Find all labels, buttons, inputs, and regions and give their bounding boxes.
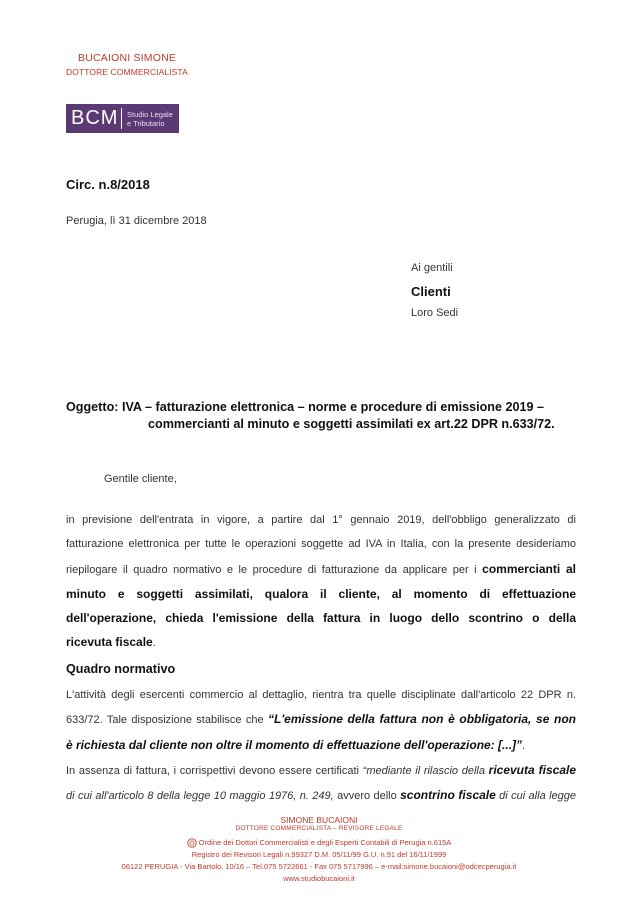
logo-subtitle-line2: e Tributario — [127, 118, 165, 128]
letterhead-name: BUCAIONI SIMONE — [78, 52, 177, 64]
footer-name: SIMONE BUCAIONI — [280, 815, 358, 825]
letterhead-title: DOTTORE COMMERCIALISTA — [66, 67, 188, 77]
logo-divider — [121, 108, 122, 129]
intro-line-3-text: riepilogare il quadro normativo e le procedure di fatturazione da applicare per i — [66, 563, 483, 576]
intro-line-4: minuto e soggetti assimilati, qualora il cliente, al momento di effettuazione — [66, 586, 576, 601]
body-line-5-text: avvero dello — [333, 790, 401, 803]
letter-date: Perugia, lì 31 dicembre 2018 — [66, 215, 207, 227]
subject-line-1: Oggetto: IVA – fatturazione elettronica – norme e procedure di emissione 2019 – — [66, 400, 544, 414]
logo-mark: BCM — [71, 107, 119, 129]
footer-order-text: Ordine dei Dottori Commercialisti e degli Esperti Contabili di Perugia n.615A — [198, 838, 452, 847]
body-line-4 — [66, 758, 576, 783]
body-line-5-italic: di cui all'articolo 8 della legge 10 maggio 1976, n. 249, — [66, 790, 334, 803]
footer-order — [0, 838, 638, 848]
intro-line-6 — [66, 630, 576, 655]
body-line-5-tail: di cui alla legge — [495, 790, 576, 803]
intro-line-1: in previsione dell'entrata in vigore, a partire dal 1° gennaio 2019, dell'obbligo generalizzato di — [66, 514, 576, 526]
body-line-3 — [66, 733, 576, 758]
footer-website[interactable]: www.studiobucaioni.it — [283, 874, 355, 883]
recipient-name: Clienti — [411, 284, 451, 299]
intro-line-3 — [66, 557, 576, 582]
logo-subtitle — [127, 110, 173, 128]
intro-line-3-bold: commercianti al — [482, 561, 576, 576]
section-heading: Quadro normativo — [66, 662, 176, 676]
body-line-4-text: In assenza di fattura, i corrispettivi devono essere certificati — [66, 764, 363, 777]
body-line-3-quote: è richiesta dal cliente non oltre il momento di effettuazione dell'operazione: [...]” — [66, 737, 523, 752]
intro-line-2: fatturazione elettronica per tutte le operazioni soggette ad IVA in Italia, con la presente desideriamo — [66, 538, 576, 551]
footer-register: Registro dei Revisori Legali n.99327 D.M. 05/11/99 G.U. n.91 del 16/11/1999 — [191, 850, 447, 859]
footer-contacts: 06122 PERUGIA - Via Bartolo, 10/16 – Tel.075 5722661 - Fax 075 5717996 – e-mail:simone.bucaioni@odcecperugia.it — [121, 862, 517, 871]
body-paragraph — [66, 683, 576, 808]
body-line-4-bold: ricevuta fiscale — [488, 762, 576, 777]
intro-line-5: dell'operazione, chieda l'emissione della fattura in luogo dello scontrino o della — [66, 611, 576, 626]
subject-line-2: commercianti al minuto e soggetti assimilati ex art.22 DPR n.633/72. — [148, 417, 555, 431]
seal-icon — [187, 838, 197, 848]
intro-line-6-bold: ricevuta fiscale — [66, 635, 153, 650]
logo-subtitle-line1: Studio Legale — [127, 109, 173, 119]
recipient-location: Loro Sedi — [411, 307, 459, 319]
body-line-2-text: 633/72. Tale disposizione stabilisce che — [66, 714, 268, 727]
body-line-3-end: . — [522, 739, 526, 752]
body-line-2-quote: “L'emissione della fattura non è obbligatoria, se non — [267, 712, 576, 727]
body-line-2 — [66, 707, 576, 732]
body-line-4-italic: “mediante il rilascio della — [362, 764, 489, 777]
salutation: Gentile cliente, — [104, 473, 177, 485]
recipient-greeting: Ai gentili — [411, 262, 453, 274]
intro-line-6-end: . — [152, 637, 156, 650]
body-line-5-bold: scontrino fiscale — [400, 788, 496, 803]
circular-number: Circ. n.8/2018 — [66, 177, 150, 192]
body-line-5 — [66, 783, 576, 808]
intro-paragraph — [66, 508, 576, 656]
footer-title: DOTTORE COMMERCIALISTA – REVISORE LEGALE — [235, 825, 403, 832]
body-line-1: L'attività degli esercenti commercio al dettaglio, rientra tra quelle disciplinate dall'articolo 22 DPR n. — [66, 689, 576, 701]
bcm-logo — [66, 104, 179, 133]
